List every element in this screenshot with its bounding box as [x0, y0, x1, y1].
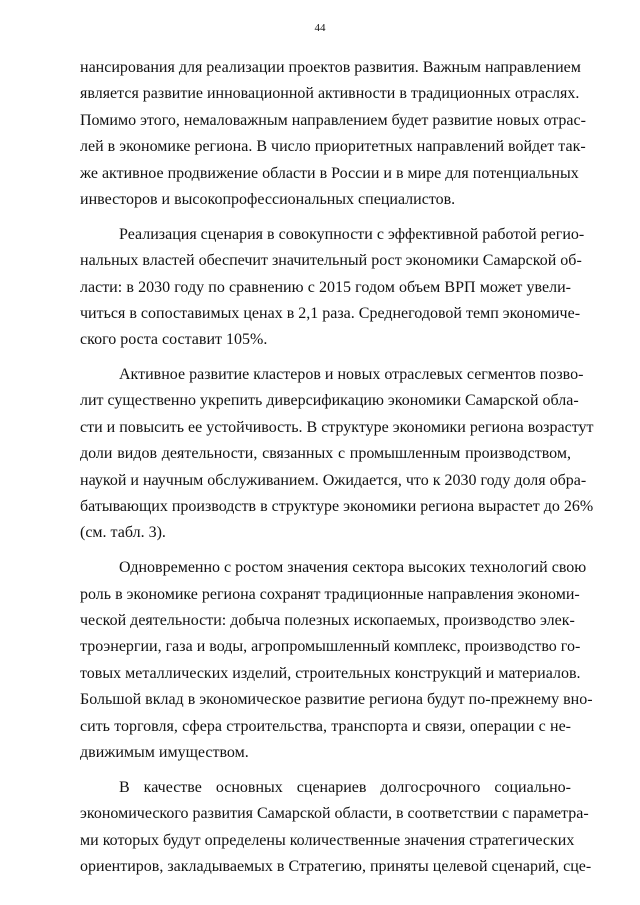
text-line: ского роста составит 105%.: [80, 331, 268, 349]
text-line: нансирования для реализации проектов развития. Важным направлением: [80, 59, 581, 76]
text-line: читься в сопоставимых ценах в 2,1 раза. Среднегодовой темп экономиче-: [80, 304, 581, 322]
paragraph-3: [80, 362, 594, 547]
text-line: товых металлических изделий, строительных конструкций и материалов.: [80, 664, 581, 682]
text-line: нальных властей обеспечит значительный рост экономики Самарской об-: [80, 252, 582, 270]
text-line: Одновременно с ростом значения сектора высоких технологий свою: [119, 559, 587, 577]
text-line: Большой вклад в экономическое развитие региона будут по-прежнему вно-: [80, 691, 593, 709]
text-line: Активное развитие кластеров и новых отраслевых сегментов позво-: [119, 366, 584, 384]
text-line: троэнергии, газа и воды, агропромышленный комплекс, производство го-: [80, 638, 581, 656]
text-line: доли видов деятельности, связанных с промышленным производством,: [80, 445, 571, 463]
text-line: сти и повысить ее устойчивость. В структуре экономики региона возрастут: [80, 418, 594, 436]
paragraph-1: [80, 55, 586, 213]
text-line: (см. табл. 3).: [80, 524, 166, 542]
text-line: инвесторов и высокопрофессиональных специалистов.: [80, 190, 456, 208]
text-line: является развитие инновационной активности в традиционных отраслях.: [80, 85, 580, 103]
document-body: [80, 55, 594, 880]
paragraph-5: [80, 775, 592, 881]
paragraph-4: [80, 555, 593, 766]
text-line: ласти: в 2030 году по сравнению с 2015 годом объем ВРП может увели-: [80, 278, 571, 296]
text-line: движимым имуществом.: [80, 743, 249, 761]
text-line: ческой деятельности: добыча полезных ископаемых, производство элек-: [80, 611, 575, 629]
text-line: же активное продвижение области в России и в мире для потенциальных: [80, 164, 579, 182]
text-line: Помимо этого, немаловажным направлением будет развитие новых отрас-: [80, 111, 586, 129]
text-line: сить торговля, сфера строительства, транспорта и связи, операции с не-: [80, 717, 571, 735]
text-line: наукой и научным обслуживанием. Ожидается, что к 2030 году доля обра-: [80, 471, 587, 489]
paragraph-2: [80, 222, 585, 354]
page-number: 44: [314, 22, 326, 34]
text-line: лей в экономике региона. В число приоритетных направлений войдет так-: [80, 138, 586, 156]
text-line: лит существенно укрепить диверсификацию экономики Самарской обла-: [80, 392, 579, 410]
text-line: Реализация сценария в совокупности с эффективной работой регио-: [119, 225, 585, 243]
text-line: ориентиров, закладываемых в Стратегию, приняты целевой сценарий, сце-: [80, 857, 592, 875]
text-line: экономического развития Самарской области, в соответствии с параметра-: [80, 805, 589, 823]
text-line: ми которых будут определены количественные значения стратегических: [80, 831, 575, 849]
text-line: роль в экономике региона сохранят традиционные направления экономи-: [80, 585, 580, 603]
text-line: В качестве основных сценариев долгосрочного социально-: [119, 778, 571, 796]
text-line: батывающих производств в структуре экономики региона вырастет до 26%: [80, 498, 594, 516]
